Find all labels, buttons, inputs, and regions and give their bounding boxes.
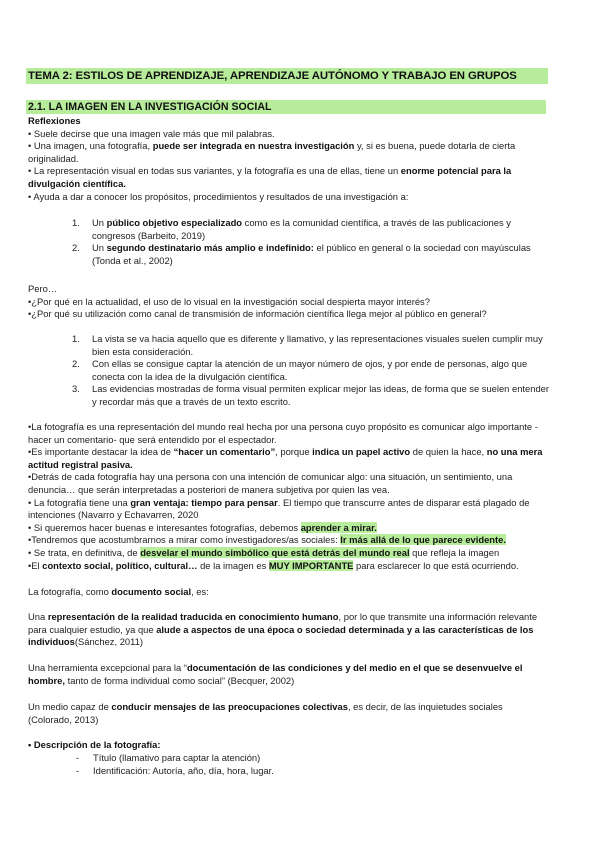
questions-block	[28, 283, 548, 321]
highlight-muy-importante: MUY IMPORTANTE	[268, 559, 354, 571]
reflexiones-block	[28, 115, 548, 203]
concept-1: •La fotografía es una representación del mundo real hecha por una persona cuyo propósito es comunicar algo importante -hacer un comentario- que será entendido por el espectador.	[28, 421, 538, 445]
concept-2: •Es importante destacar la idea de “hacer un comentario”, porque indica un papel activo de quien la hace, no una mera actitud registral pasiva.	[28, 446, 543, 470]
bullet-4: • Ayuda a dar a conocer los propósitos, procedimientos y resultados de una investigación a:	[28, 190, 409, 202]
documento-social-intro: La fotografía, como documento social, es:	[28, 586, 209, 597]
description-item: - Identificación: Autoría, año, día, hora, lugar.	[76, 764, 274, 776]
question-1: •¿Por qué en la actualidad, el uso de lo visual en la investigación social despierta mayor interés?	[28, 295, 430, 307]
concept-3: •Detrás de cada fotografía hay una persona con una intención de comunicar algo: una situación, un sentimiento, una denuncia… que serán interpretadas a posteriori de manera subjetiva por quien las vea.	[28, 471, 513, 495]
highlight-aprender-a-mirar: aprender a mirar.	[300, 521, 377, 533]
audience-item-2: 2. Un segundo destinatario más amplio e indefinido: el público en general o la sociedad con mayúsculas (Tonda et al., 2002)	[72, 242, 531, 266]
photo-concepts-block	[28, 421, 548, 572]
description-heading: • Descripción de la fotografía:	[28, 739, 161, 750]
chapter-heading: TEMA 2: ESTILOS DE APRENDIZAJE, APRENDIZAJE AUTÓNOMO Y TRABAJO EN GRUPOS	[26, 68, 548, 84]
reason-item-2: 2. Con ellas se consigue captar la atención de un mayor número de ojos, y por ende de personas, algo que conecta con la idea de la divulgación científica.	[72, 358, 528, 382]
reflexiones-label: Reflexiones	[28, 115, 81, 126]
definition-2: Una herramienta excepcional para la “documentación de las condiciones y del medio en el que se desenvuelve el hombre, tanto de forma individual como social” (Becquer, 2002)	[28, 662, 523, 686]
reason-item-1: 1. La vista se va hacia aquello que es diferente y llamativo, y las representaciones visuales suelen cumplir muy bien esta consideración.	[72, 333, 543, 357]
section-heading: 2.1. LA IMAGEN EN LA INVESTIGACIÓN SOCIAL	[26, 100, 546, 114]
description-item: - Título (llamativo para captar la atención)	[76, 752, 261, 763]
concept-8: •El contexto social, político, cultural… de la imagen es MUY IMPORTANTE para esclarecer lo que está ocurriendo.	[28, 559, 519, 571]
reason-item-3: 3. Las evidencias mostradas de forma visual permiten explicar mejor las ideas, de forma que se suelen entender y recordar más que a través de un texto escrito.	[72, 383, 550, 407]
audience-item-1: 1. Un público objetivo especializado como es la comunidad científica, a través de las publicaciones y congresos (Barbeito, 2019)	[72, 217, 511, 241]
audience-list	[72, 217, 550, 267]
reasons-list	[72, 333, 550, 409]
highlight-ir-mas-alla: Ir más allá de lo que parece evidente.	[340, 534, 506, 546]
question-2: •¿Por qué su utilización como canal de transmisión de información científica llega mejor al público en general?	[28, 308, 487, 320]
definition-3: Un medio capaz de conducir mensajes de las preocupaciones colectivas, es decir, de las inquietudes sociales (Colorado, 2013)	[28, 701, 503, 725]
concept-4: • La fotografía tiene una gran ventaja: tiempo para pensar. El tiempo que transcurre antes de disparar está plagado de intenciones (Navarro y Echavarren, 2020	[28, 496, 530, 521]
concept-5: • Si queremos hacer buenas e interesantes fotografías, debemos aprender a mirar.	[28, 521, 377, 533]
definition-1: Una representación de la realidad traducida en conocimiento humano, por lo que transmite una información relevante para cualquier estudio, ya que alude a aspectos de una época o sociedad determinada y a las características de los individuos(Sánchez, 2011)	[28, 611, 538, 648]
concept-6: •Tendremos que acostumbrarnos a mirar como investigadores/as sociales: Ir más allá de lo que parece evidente.	[28, 534, 506, 546]
bullet-2: • Una imagen, una fotografía, puede ser integrada en nuestra investigación y, si es buena, puede dotarla de cierta originalidad.	[28, 140, 516, 164]
pero-text: Pero…	[28, 283, 58, 294]
bullet-3: • La representación visual en todas sus variantes, y la fotografía es una de ellas, tiene un enorme potencial para la divulgación científica.	[28, 165, 512, 189]
highlight-mundo-simbolico: desvelar el mundo simbólico que está detrás del mundo real	[140, 546, 410, 558]
description-list	[76, 752, 476, 777]
concept-7: • Se trata, en definitiva, de desvelar el mundo simbólico que está detrás del mundo real que refleja la imagen	[28, 546, 500, 558]
bullet-1: • Suele decirse que una imagen vale más que mil palabras.	[28, 127, 275, 139]
